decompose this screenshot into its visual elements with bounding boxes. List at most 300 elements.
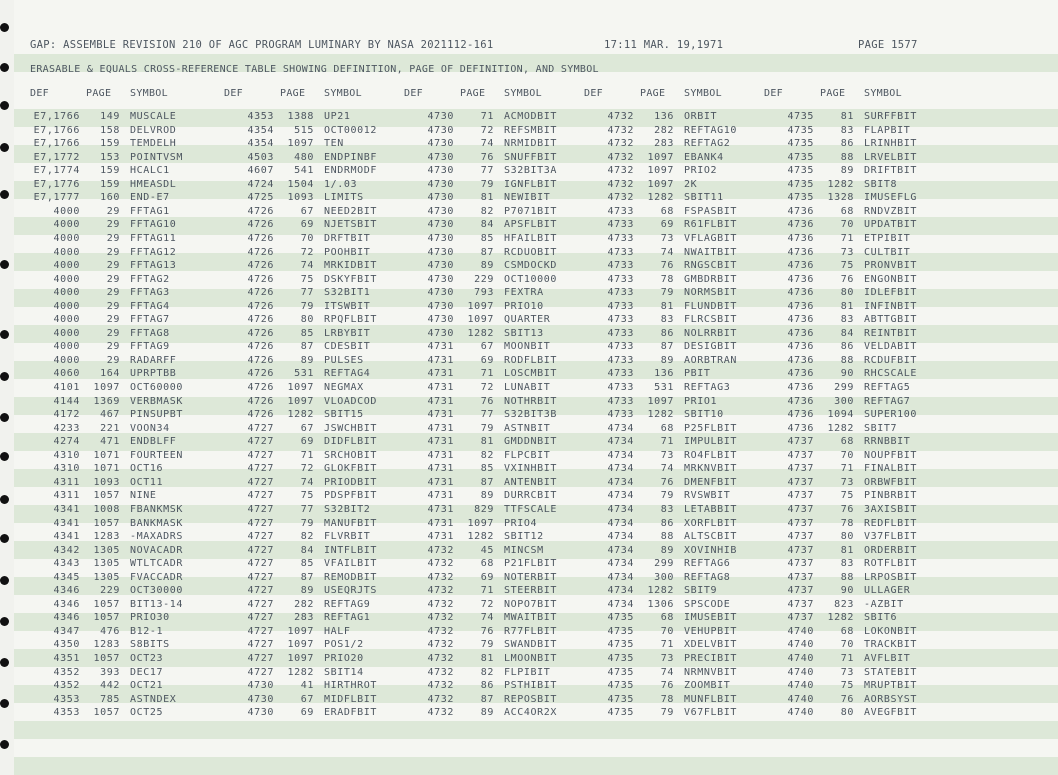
page-value: 88 <box>660 531 674 543</box>
page-value: 282 <box>294 598 314 610</box>
symbol-name: IGNFLBIT <box>504 178 557 190</box>
symbol-name: BANKMASK <box>130 517 183 529</box>
page-value: 73 <box>840 666 854 678</box>
page-value: 29 <box>106 300 120 312</box>
def-value: 4735 <box>787 165 814 177</box>
page-value: 79 <box>660 287 674 299</box>
def-value: 4000 <box>53 219 80 231</box>
symbol-name: RVSWBIT <box>684 490 731 502</box>
def-value: 4730 <box>247 680 274 692</box>
feed-hole <box>0 740 9 749</box>
def-value: E7,1772 <box>33 151 80 163</box>
def-value: 4736 <box>787 287 814 299</box>
symbol-name: PBIT <box>684 368 711 380</box>
page-value: 74 <box>300 260 314 272</box>
symbol-name: ACMODBIT <box>504 111 557 122</box>
def-value: 4727 <box>247 422 274 434</box>
def-value: 4736 <box>787 395 814 407</box>
def-value: 4737 <box>787 517 814 529</box>
def-value: 4172 <box>53 409 80 421</box>
def-value: 4730 <box>247 707 274 719</box>
def-value: 4000 <box>53 341 80 353</box>
symbol-name: RO4FLBIT <box>684 449 737 461</box>
page-value: 83 <box>660 314 674 326</box>
page-value: 71 <box>840 653 854 664</box>
def-value: 4732 <box>427 612 454 624</box>
symbol-name: DELVROD <box>130 124 177 136</box>
page-value: 76 <box>840 503 854 515</box>
symbol-name: ALTSCBIT <box>684 531 737 543</box>
def-value: 4733 <box>607 354 634 366</box>
def-value: 4341 <box>53 503 80 515</box>
page-value: 1282 <box>287 409 314 421</box>
page-value: 68 <box>480 558 494 570</box>
page-value: 76 <box>480 395 494 407</box>
page-value: 85 <box>480 232 494 244</box>
page-value: 76 <box>840 273 854 285</box>
page-value: 1057 <box>93 598 120 610</box>
symbol-name: FFTAG12 <box>130 246 177 258</box>
symbol-name: OCT16 <box>130 463 164 475</box>
page-value: 300 <box>834 395 854 407</box>
symbol-name: SUPER100 <box>864 409 917 421</box>
page-value: 77 <box>480 165 494 177</box>
symbol-name: FLPIBIT <box>504 666 551 678</box>
page-value: 1097 <box>467 314 494 326</box>
page-value: 1057 <box>93 612 120 624</box>
page-value: 158 <box>100 124 120 136</box>
def-value: 4731 <box>427 531 454 543</box>
symbol-name: S32BIT1 <box>324 287 371 299</box>
symbol-name: MRKIDBIT <box>324 260 377 272</box>
symbol-name: DRIFTBIT <box>864 165 917 177</box>
def-value: 4726 <box>247 205 274 217</box>
symbol-name: MUSCALE <box>130 111 177 122</box>
def-value: 4740 <box>787 666 814 678</box>
symbol-name: ORBIT <box>684 111 718 122</box>
def-value: 4000 <box>53 314 80 326</box>
symbol-name: ASTNBIT <box>504 422 551 434</box>
symbol-name: LRINHBIT <box>864 138 917 150</box>
symbol-name: REFTAG1 <box>324 612 371 624</box>
page-value: 1282 <box>827 612 854 624</box>
def-value: E7,1766 <box>33 111 80 122</box>
symbol-name: FSPASBIT <box>684 205 737 217</box>
page-value: 69 <box>480 354 494 366</box>
page-value: 1071 <box>93 449 120 461</box>
page-value: 80 <box>300 314 314 326</box>
def-value: 4737 <box>787 571 814 583</box>
symbol-name: S32BIT3A <box>504 165 557 177</box>
page-value: 67 <box>300 422 314 434</box>
symbol-name: VFLAGBIT <box>684 232 737 244</box>
page-value: 29 <box>106 287 120 299</box>
feed-hole <box>0 452 9 461</box>
symbol-name: S32BIT2 <box>324 503 371 515</box>
page-value: 1282 <box>647 192 674 204</box>
symbol-name: LIMITS <box>324 192 364 204</box>
symbol-name: VLOADCOD <box>324 395 377 407</box>
page-value: 1094 <box>827 409 854 421</box>
def-value: 4733 <box>607 300 634 312</box>
def-value: 4101 <box>53 382 80 393</box>
page-value: 1369 <box>93 395 120 407</box>
feed-hole <box>0 330 9 339</box>
column-header-symbol: SYMBOL <box>130 88 168 99</box>
page-value: 229 <box>474 273 494 285</box>
def-value: 4731 <box>427 503 454 515</box>
symbol-name: NOUPFBIT <box>864 449 917 461</box>
symbol-name: S32BIT3B <box>504 409 557 421</box>
def-value: 4346 <box>53 598 80 610</box>
table-description: ERASABLE & EQUALS CROSS-REFERENCE TABLE SHOWING DEFINITION, PAGE OF DEFINITION, AND SYMBOL <box>30 64 599 75</box>
page-value: 79 <box>480 422 494 434</box>
page-value: 29 <box>106 354 120 366</box>
page-value: 45 <box>480 544 494 556</box>
symbol-name: PRONVBIT <box>864 260 917 272</box>
def-value: 4726 <box>247 260 274 272</box>
def-value: 4732 <box>607 151 634 163</box>
page-value: 74 <box>480 138 494 150</box>
symbol-name: LRPOSBIT <box>864 571 917 583</box>
page-value: 829 <box>474 503 494 515</box>
def-value: 4732 <box>427 598 454 610</box>
symbol-name: 3AXISBIT <box>864 503 917 515</box>
symbol-name: SURFFBIT <box>864 111 917 122</box>
page-value: 82 <box>300 531 314 543</box>
symbol-name: FFTAG7 <box>130 314 170 326</box>
def-value: 4727 <box>247 666 274 678</box>
def-value: 4310 <box>53 449 80 461</box>
symbol-name: STEERBIT <box>504 585 557 597</box>
page-value: 1282 <box>467 531 494 543</box>
def-value: 4735 <box>787 151 814 163</box>
def-value: 4726 <box>247 327 274 339</box>
def-value: 4730 <box>427 205 454 217</box>
def-value: 4730 <box>427 178 454 190</box>
page-value: 69 <box>480 571 494 583</box>
symbol-name: IMUSEFLG <box>864 192 917 204</box>
symbol-name: -MAXADRS <box>130 531 183 543</box>
page-value: 283 <box>294 612 314 624</box>
def-value: 4733 <box>607 341 634 353</box>
symbol-name: RCDUOBIT <box>504 246 557 258</box>
page-value: 80 <box>840 707 854 719</box>
feed-hole <box>0 63 9 72</box>
def-value: 4734 <box>607 490 634 502</box>
symbol-name: VXINHBIT <box>504 463 557 475</box>
def-value: 4736 <box>787 205 814 217</box>
symbol-name: FFTAG9 <box>130 341 170 353</box>
def-value: 4347 <box>53 625 80 637</box>
symbol-name: IDLEFBIT <box>864 287 917 299</box>
def-value: 4731 <box>427 409 454 421</box>
def-value: 4735 <box>607 653 634 664</box>
page-value: 76 <box>480 625 494 637</box>
page-value: 90 <box>840 585 854 597</box>
page-value: 79 <box>300 517 314 529</box>
page-value: 75 <box>840 490 854 502</box>
green-bar-band <box>14 721 1058 739</box>
page-value: 77 <box>300 503 314 515</box>
def-value: 4060 <box>53 368 80 380</box>
def-value: 4732 <box>607 178 634 190</box>
def-value: E7,1766 <box>33 138 80 150</box>
symbol-name: RCDUFBIT <box>864 354 917 366</box>
def-value: 4341 <box>53 531 80 543</box>
symbol-name: PULSES <box>324 354 364 366</box>
column-header-symbol: SYMBOL <box>864 88 902 99</box>
symbol-name: SRCHOBIT <box>324 449 377 461</box>
def-value: 4727 <box>247 612 274 624</box>
def-value: 4735 <box>787 192 814 204</box>
page-number: PAGE 1577 <box>858 39 918 51</box>
symbol-name: SBIT12 <box>504 531 544 543</box>
column-header-symbol: SYMBOL <box>684 88 722 99</box>
def-value: 4733 <box>607 368 634 380</box>
page-value: 71 <box>840 232 854 244</box>
def-value: 4351 <box>53 653 80 664</box>
symbol-name: RPQFLBIT <box>324 314 377 326</box>
page-value: 75 <box>300 490 314 502</box>
def-value: 4144 <box>53 395 80 407</box>
page-value: 29 <box>106 341 120 353</box>
symbol-name: MIDFLBIT <box>324 693 377 705</box>
symbol-name: LMOONBIT <box>504 653 557 664</box>
feed-hole <box>0 699 9 708</box>
page-value: 1328 <box>827 192 854 204</box>
def-value: 4732 <box>607 111 634 122</box>
symbol-name: PRIO1 <box>684 395 718 407</box>
symbol-name: ZOOMBIT <box>684 680 731 692</box>
page-value: 793 <box>474 287 494 299</box>
def-value: 4733 <box>607 409 634 421</box>
def-value: 4737 <box>787 558 814 570</box>
symbol-name: NRMNVBIT <box>684 666 737 678</box>
symbol-name: POS1/2 <box>324 639 364 651</box>
page-value: 71 <box>300 449 314 461</box>
def-value: 4726 <box>247 409 274 421</box>
def-value: 4735 <box>607 639 634 651</box>
def-value: 4734 <box>607 503 634 515</box>
symbol-name: CULTBIT <box>864 246 911 258</box>
def-value: 4354 <box>247 124 274 136</box>
feed-hole <box>0 658 9 667</box>
def-value: 4727 <box>247 436 274 448</box>
symbol-name: LUNABIT <box>504 382 551 393</box>
def-value: 4736 <box>787 368 814 380</box>
symbol-name: ENGONBIT <box>864 273 917 285</box>
symbol-name: FFTAG4 <box>130 300 170 312</box>
symbol-name: EBANK4 <box>684 151 724 163</box>
symbol-name: PRIODBIT <box>324 476 377 488</box>
column-header-page: PAGE <box>86 88 112 99</box>
def-value: E7,1777 <box>33 192 80 204</box>
symbol-name: MRKNVBIT <box>684 463 737 475</box>
page-value: 83 <box>840 124 854 136</box>
symbol-name: CSMDOCKD <box>504 260 557 272</box>
symbol-name: NOLRRBIT <box>684 327 737 339</box>
symbol-name: FLRCSBIT <box>684 314 737 326</box>
symbol-name: MOONBIT <box>504 341 551 353</box>
page-value: 1097 <box>93 382 120 393</box>
symbol-name: INFINBIT <box>864 300 917 312</box>
def-value: 4733 <box>607 246 634 258</box>
page-value: 72 <box>480 598 494 610</box>
symbol-name: VELDABIT <box>864 341 917 353</box>
page-value: 71 <box>660 639 674 651</box>
def-value: 4726 <box>247 382 274 393</box>
def-value: 4735 <box>607 625 634 637</box>
def-value: 4736 <box>787 422 814 434</box>
page-value: 81 <box>480 436 494 448</box>
def-value: 4731 <box>427 395 454 407</box>
column-header-symbol: SYMBOL <box>504 88 542 99</box>
def-value: 4343 <box>53 558 80 570</box>
def-value: 4346 <box>53 612 80 624</box>
def-value: 4740 <box>787 625 814 637</box>
symbol-name: DURRCBIT <box>504 490 557 502</box>
symbol-name: END-E7 <box>130 192 170 204</box>
def-value: 4000 <box>53 260 80 272</box>
page-value: 74 <box>660 666 674 678</box>
page-value: 69 <box>660 219 674 231</box>
symbol-name: RNDVZBIT <box>864 205 917 217</box>
def-value: 4731 <box>427 368 454 380</box>
symbol-name: HALF <box>324 625 351 637</box>
page-value: 87 <box>480 246 494 258</box>
symbol-name: 2K <box>684 178 698 190</box>
def-value: 4731 <box>427 490 454 502</box>
symbol-name: ENDBLFF <box>130 436 177 448</box>
def-value: 4736 <box>787 246 814 258</box>
symbol-name: R61FLBIT <box>684 219 737 231</box>
page-value: 69 <box>300 219 314 231</box>
symbol-name: GMBDRBIT <box>684 273 737 285</box>
column-header-page: PAGE <box>820 88 846 99</box>
symbol-name: POOHBIT <box>324 246 371 258</box>
def-value: 4726 <box>247 341 274 353</box>
def-value: 4734 <box>607 463 634 475</box>
symbol-name: SPSCODE <box>684 598 731 610</box>
column-header-page: PAGE <box>460 88 486 99</box>
page-value: 87 <box>300 571 314 583</box>
def-value: 4732 <box>427 544 454 556</box>
page-value: 76 <box>660 680 674 692</box>
def-value: 4736 <box>787 409 814 421</box>
page-value: 283 <box>654 138 674 150</box>
symbol-name: LETABBIT <box>684 503 737 515</box>
symbol-name: VEHUPBIT <box>684 625 737 637</box>
def-value: 4735 <box>787 138 814 150</box>
symbol-name: OCT30000 <box>130 585 183 597</box>
symbol-name: OCT10000 <box>504 273 557 285</box>
page-value: 1283 <box>93 531 120 543</box>
symbol-name: ENDPINBF <box>324 151 377 163</box>
def-value: 4732 <box>607 138 634 150</box>
page-value: 79 <box>660 490 674 502</box>
page-value: 1097 <box>467 300 494 312</box>
def-value: 4732 <box>427 666 454 678</box>
page-value: 89 <box>660 354 674 366</box>
def-value: 4732 <box>427 680 454 692</box>
page-value: 1282 <box>647 409 674 421</box>
def-value: 4736 <box>787 327 814 339</box>
symbol-name: SBIT6 <box>864 612 898 624</box>
page-value: 79 <box>300 300 314 312</box>
symbol-name: LOKONBIT <box>864 625 917 637</box>
symbol-name: ETPIBIT <box>864 232 911 244</box>
page-value: 79 <box>480 178 494 190</box>
symbol-name: SBIT14 <box>324 666 364 678</box>
def-value: 4732 <box>427 693 454 705</box>
def-value: 4737 <box>787 585 814 597</box>
page-value: 29 <box>106 219 120 231</box>
def-value: 4740 <box>787 693 814 705</box>
page-value: 221 <box>100 422 120 434</box>
def-value: 4350 <box>53 639 80 651</box>
page-value: 89 <box>480 490 494 502</box>
symbol-name: REPOSBIT <box>504 693 557 705</box>
symbol-name: TEMDELH <box>130 138 177 150</box>
def-value: 4732 <box>427 625 454 637</box>
page-value: 136 <box>654 111 674 122</box>
page-value: 785 <box>100 693 120 705</box>
listing-title: GAP: ASSEMBLE REVISION 210 OF AGC PROGRAM LUMINARY BY NASA 2021112-161 <box>30 39 494 51</box>
symbol-name: NEGMAX <box>324 382 364 393</box>
symbol-name: VOON34 <box>130 422 170 434</box>
def-value: 4730 <box>427 111 454 122</box>
symbol-name: FVACCADR <box>130 571 183 583</box>
page-value: 89 <box>660 544 674 556</box>
def-value: 4731 <box>427 354 454 366</box>
page-value: 76 <box>660 260 674 272</box>
def-value: 4732 <box>607 124 634 136</box>
def-value: 4733 <box>607 232 634 244</box>
symbol-name: NINE <box>130 490 157 502</box>
page-value: 1097 <box>647 151 674 163</box>
page-value: 1097 <box>647 395 674 407</box>
page-value: 90 <box>840 368 854 380</box>
symbol-name: RADARFF <box>130 354 177 366</box>
def-value: 4727 <box>247 598 274 610</box>
def-value: E7,1776 <box>33 178 80 190</box>
page-value: 67 <box>480 341 494 353</box>
page-value: 541 <box>294 165 314 177</box>
def-value: 4734 <box>607 585 634 597</box>
symbol-name: ACC4OR2X <box>504 707 557 719</box>
def-value: 4734 <box>607 517 634 529</box>
symbol-name: GMDDNBIT <box>504 436 557 448</box>
symbol-name: PRIO2 <box>684 165 718 177</box>
page-value: 77 <box>300 287 314 299</box>
page-value: 68 <box>660 612 674 624</box>
page-value: 1282 <box>647 585 674 597</box>
symbol-name: SNUFFBIT <box>504 151 557 163</box>
symbol-name: NEED2BIT <box>324 205 377 217</box>
page-value: 76 <box>480 151 494 163</box>
def-value: 4737 <box>787 544 814 556</box>
page-value: 1057 <box>93 653 120 664</box>
page-value: 70 <box>840 639 854 651</box>
def-value: 4726 <box>247 314 274 326</box>
def-value: 4734 <box>607 436 634 448</box>
page-value: 68 <box>840 436 854 448</box>
page-value: 1097 <box>287 653 314 664</box>
def-value: 4731 <box>427 449 454 461</box>
symbol-name: SBIT10 <box>684 409 724 421</box>
def-value: 4727 <box>247 544 274 556</box>
